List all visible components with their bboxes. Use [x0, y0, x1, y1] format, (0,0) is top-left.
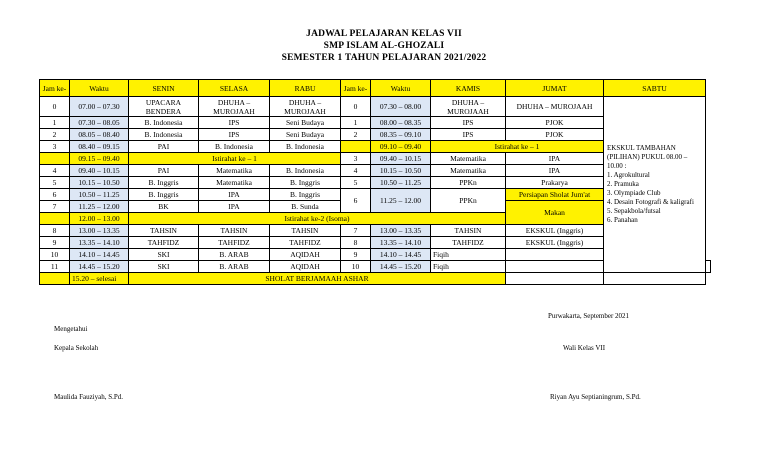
sabtu-title: EKSKUL TAMBAHAN (PILIHAN) PUKUL 08.00 – 10.00 : [607, 144, 688, 170]
cell-jumat [506, 273, 604, 285]
cell-selasa: IPA [199, 201, 270, 213]
cell-selasa: Matematika [199, 165, 270, 177]
cell-kamis: PPKn [431, 189, 506, 213]
cell-selasa: B. Indonesia [199, 141, 270, 153]
cell-jam: 6 [40, 189, 70, 201]
header-row [40, 80, 711, 97]
document-title-block [0, 28, 768, 64]
cell-istirahat-2: Istirahat ke-2 (Isoma) [129, 213, 506, 225]
cell-jumat-persiapan: Persiapan Sholat Jum'at [506, 189, 604, 201]
cell-jam: 8 [40, 225, 70, 237]
cell-jumat-makan: Makan [506, 201, 604, 225]
cell-jam-2: 8 [341, 237, 371, 249]
cell-jam: 5 [40, 177, 70, 189]
footer-nama-wali: Riyan Ayu Septianingrum, S.Pd. [550, 393, 641, 401]
cell-jam: 9 [40, 237, 70, 249]
header-waktu-2: Waktu [371, 80, 431, 97]
cell-waktu-2: 14.45 – 15.20 [371, 261, 431, 273]
cell-rabu: TAHSIN [270, 225, 341, 237]
cell-selasa: TAHSIN [199, 225, 270, 237]
cell-jam [40, 153, 70, 165]
cell-rabu: B. Inggris [270, 189, 341, 201]
cell-kamis: Fiqih [431, 249, 506, 261]
cell-waktu-2: 09.40 – 10.15 [371, 153, 431, 165]
cell-waktu: 08.40 – 09.15 [70, 141, 129, 153]
cell-jumat: EKSKUL (Inggris) [506, 225, 604, 237]
cell-jam-2: 7 [341, 225, 371, 237]
cell-senin: SKI [129, 261, 199, 273]
cell-senin: TAHSIN [129, 225, 199, 237]
cell-kamis: Fiqih [431, 261, 506, 273]
cell-jam-2: 0 [341, 97, 371, 117]
cell-jumat: PJOK [506, 129, 604, 141]
cell-senin: TAHFIDZ [129, 237, 199, 249]
sabtu-item: 6. Panahan [607, 216, 638, 224]
header-jumat: JUMAT [506, 80, 604, 97]
cell-kamis: Matematika [431, 165, 506, 177]
cell-jam: 2 [40, 129, 70, 141]
header-jam-2: Jam ke- [341, 80, 371, 97]
cell-jam: 0 [40, 97, 70, 117]
cell-waktu: 14.10 – 14.45 [70, 249, 129, 261]
title-line-2: SMP ISLAM AL-GHOZALI [323, 41, 445, 51]
cell-waktu: 08.05 – 08.40 [70, 129, 129, 141]
cell-senin: B. Inggris [129, 177, 199, 189]
cell-jam-2 [341, 141, 371, 153]
cell-rabu: B. Sunda [270, 201, 341, 213]
cell-istirahat-1: Istirahat ke – 1 [129, 153, 341, 165]
header-jam: Jam ke- [40, 80, 70, 97]
sabtu-item: 3. Olympiade Club [607, 189, 661, 197]
cell-jam: 4 [40, 165, 70, 177]
cell-sabtu [706, 261, 711, 273]
table-row [40, 97, 711, 117]
cell-waktu: 09.40 – 10.15 [70, 165, 129, 177]
cell-waktu: 07.30 – 08.05 [70, 117, 129, 129]
cell-waktu-2: 13.35 – 14.10 [371, 237, 431, 249]
cell-jumat: EKSKUL (Inggris) [506, 237, 604, 249]
header-senin: SENIN [129, 80, 199, 97]
cell-senin: B. Indonesia [129, 129, 199, 141]
header-kamis: KAMIS [431, 80, 506, 97]
cell-waktu: 13.00 – 13.35 [70, 225, 129, 237]
cell-jumat: PJOK [506, 117, 604, 129]
cell-waktu-2: 10.50 – 11.25 [371, 177, 431, 189]
cell-sholat-ashar: SHOLAT BERJAMAAH ASHAR [129, 273, 506, 285]
cell-jam-2: 5 [341, 177, 371, 189]
cell-kamis: DHUHA – MUROJAAH [431, 97, 506, 117]
footer-wali-kelas: Wali Kelas VII [563, 344, 606, 352]
cell-kamis: IPS [431, 117, 506, 129]
cell-senin: B. Inggris [129, 189, 199, 201]
cell-sabtu [604, 273, 706, 285]
cell-jam [40, 273, 70, 285]
title-line-1: JADWAL PELAJARAN KELAS VII [306, 29, 462, 39]
cell-jam-2: 6 [341, 189, 371, 213]
cell-jam-2: 2 [341, 129, 371, 141]
cell-waktu: 12.00 – 13.00 [70, 213, 129, 225]
cell-selasa: Matematika [199, 177, 270, 189]
footer-nama-kepala: Maulida Fauziyah, S.Pd. [54, 393, 124, 401]
cell-kamis: PPKn [431, 177, 506, 189]
sabtu-item: 2. Pramuka [607, 180, 639, 188]
cell-selasa: DHUHA – MUROJAAH [199, 97, 270, 117]
cell-waktu-2: 08.35 – 09.10 [371, 129, 431, 141]
cell-rabu: DHUHA – MUROJAAH [270, 97, 341, 117]
cell-jumat [506, 261, 604, 273]
cell-jam: 3 [40, 141, 70, 153]
cell-rabu: B. Inggris [270, 177, 341, 189]
cell-waktu-2: 08.00 – 08.35 [371, 117, 431, 129]
schedule-table [39, 79, 711, 285]
cell-kamis: TAHFIDZ [431, 237, 506, 249]
cell-jam [40, 213, 70, 225]
header-waktu: Waktu [70, 80, 129, 97]
cell-waktu-2: 09.10 – 09.40 [371, 141, 431, 153]
cell-selasa: IPA [199, 189, 270, 201]
cell-kamis: IPS [431, 129, 506, 141]
cell-waktu-2: 11.25 – 12.00 [371, 189, 431, 213]
header-sabtu: SABTU [604, 80, 706, 97]
cell-selasa: B. ARAB [199, 261, 270, 273]
sabtu-item: 5. Sepakbola/futsal [607, 207, 661, 215]
cell-jumat: IPA [506, 153, 604, 165]
cell-rabu: B. Indonesia [270, 141, 341, 153]
cell-jumat: DHUHA – MUROJAAH [506, 97, 604, 117]
cell-rabu: TAHFIDZ [270, 237, 341, 249]
cell-istirahat-1-kamis-jumat: Istirahat ke – 1 [431, 141, 604, 153]
sabtu-item: 4. Desain Fotografi & kaligrafi [607, 198, 694, 206]
cell-rabu: Seni Budaya [270, 129, 341, 141]
cell-sabtu-ekskul [604, 97, 706, 273]
cell-rabu: B. Indonesia [270, 165, 341, 177]
cell-jam: 10 [40, 249, 70, 261]
cell-jam-2: 10 [341, 261, 371, 273]
footer-mengetahui: Mengetahui [54, 325, 88, 333]
cell-waktu: 10.50 – 11.25 [70, 189, 129, 201]
cell-selasa: IPS [199, 129, 270, 141]
cell-waktu-2: 14.10 – 14.45 [371, 249, 431, 261]
cell-waktu: 09.15 – 09.40 [70, 153, 129, 165]
cell-waktu: 11.25 – 12.00 [70, 201, 129, 213]
title-line-3: SEMESTER 1 TAHUN PELAJARAN 2021/2022 [281, 53, 487, 63]
cell-senin: UPACARA BENDERA [129, 97, 199, 117]
cell-waktu-2: 13.00 – 13.35 [371, 225, 431, 237]
cell-selasa: TAHFIDZ [199, 237, 270, 249]
cell-waktu: 07.00 – 07.30 [70, 97, 129, 117]
cell-kamis: Matematika [431, 153, 506, 165]
cell-jam-2: 4 [341, 165, 371, 177]
cell-senin: PAI [129, 165, 199, 177]
cell-rabu: AQIDAH [270, 249, 341, 261]
cell-senin: PAI [129, 141, 199, 153]
cell-jam: 1 [40, 117, 70, 129]
cell-selasa: IPS [199, 117, 270, 129]
cell-waktu-2: 10.15 – 10.50 [371, 165, 431, 177]
cell-senin: BK [129, 201, 199, 213]
cell-waktu-2: 07.30 – 08.00 [371, 97, 431, 117]
cell-waktu: 15.20 – selesai [70, 273, 129, 285]
cell-kamis: TAHSIN [431, 225, 506, 237]
cell-waktu: 14.45 – 15.20 [70, 261, 129, 273]
header-rabu: RABU [270, 80, 341, 97]
cell-selasa: B. ARAB [199, 249, 270, 261]
cell-rabu: AQIDAH [270, 261, 341, 273]
cell-jam-2: 3 [341, 153, 371, 165]
cell-senin: B. Indonesia [129, 117, 199, 129]
cell-jumat: Prakarya [506, 177, 604, 189]
footer-date: Purwakarta, September 2021 [548, 312, 630, 320]
table-row [40, 273, 711, 285]
cell-jam-2: 9 [341, 249, 371, 261]
cell-jumat [506, 249, 604, 261]
cell-waktu: 13.35 – 14.10 [70, 237, 129, 249]
cell-jam: 7 [40, 201, 70, 213]
header-selasa: SELASA [199, 80, 270, 97]
cell-senin: SKI [129, 249, 199, 261]
cell-jumat: IPA [506, 165, 604, 177]
cell-jam-2: 1 [341, 117, 371, 129]
footer-kepala-sekolah: Kepala Sekolah [54, 344, 99, 352]
cell-waktu: 10.15 – 10.50 [70, 177, 129, 189]
cell-rabu: Seni Budaya [270, 117, 341, 129]
sabtu-item: 1. Agrokultural [607, 171, 650, 179]
cell-jam: 11 [40, 261, 70, 273]
